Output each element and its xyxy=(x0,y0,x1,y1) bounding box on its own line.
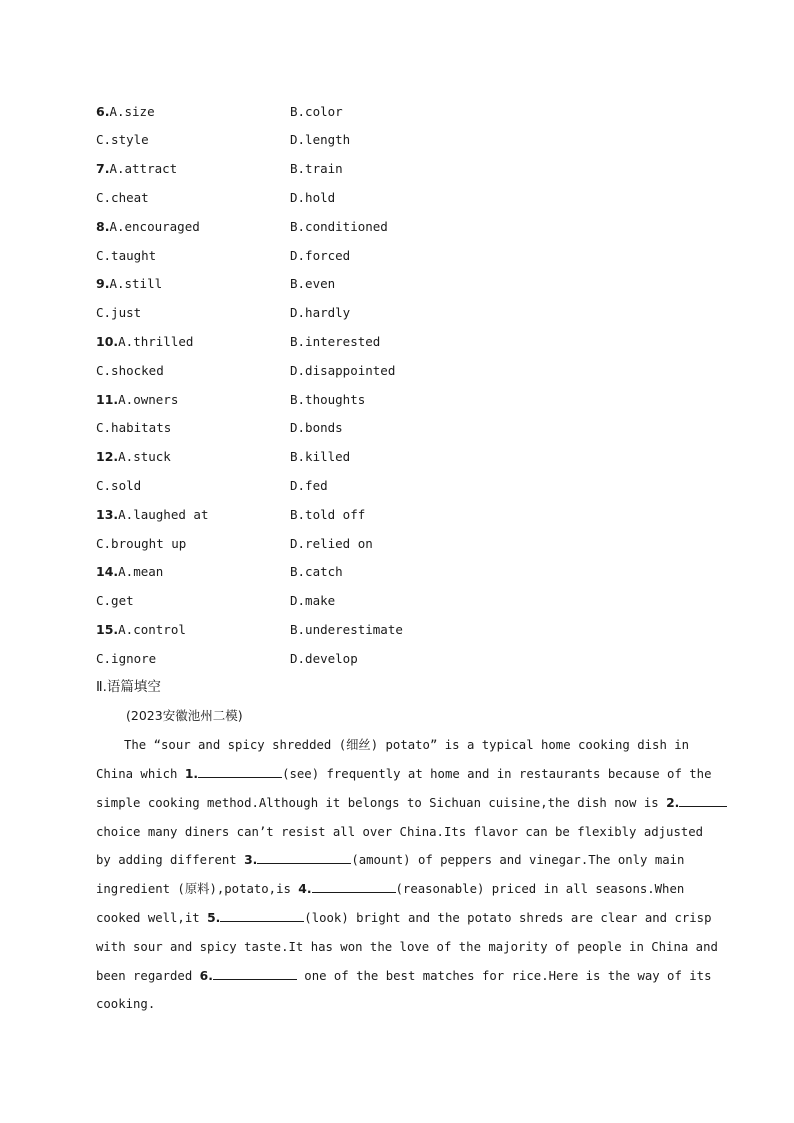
question-number: 8. xyxy=(96,219,110,234)
option-b: B.color xyxy=(290,104,343,119)
option-c: C.get xyxy=(96,593,134,608)
blank-number: 4. xyxy=(298,882,312,896)
passage-line-10 xyxy=(96,994,155,1014)
option-b: B.interested xyxy=(290,334,381,349)
question-number: 11. xyxy=(96,392,119,407)
passage-text: China which xyxy=(96,767,185,781)
option-d: D.make xyxy=(290,593,336,608)
blank-number: 2. xyxy=(666,796,680,810)
passage-text: simple cooking method.Although it belongs to Sichuan cuisine,the dish now is xyxy=(96,796,667,810)
question-13-row-ab xyxy=(96,505,716,525)
question-15-row-ab xyxy=(96,620,716,640)
option-c: C.just xyxy=(96,305,142,320)
option-b: B.even xyxy=(290,276,336,291)
question-number: 12. xyxy=(96,449,119,464)
question-7-row-ab xyxy=(96,159,716,179)
question-8-row-ab xyxy=(96,217,716,237)
option-a-text: A.encouraged xyxy=(109,219,200,234)
passage-text: (look) bright and the potato shreds are clear and crisp xyxy=(304,911,712,925)
question-number: 13. xyxy=(96,507,119,522)
option-a xyxy=(96,217,200,237)
option-d: D.hardly xyxy=(290,305,351,320)
passage-text: one of the best matches for rice.Here is the way of its xyxy=(296,969,712,983)
passage-text: (amount) of peppers and vinegar.The only main xyxy=(351,853,685,867)
question-9-row-ab xyxy=(96,274,716,294)
passage-text: (reasonable) priced in all seasons.When xyxy=(395,882,685,896)
question-10-row-ab xyxy=(96,332,716,352)
option-a-text: A.control xyxy=(118,622,186,637)
question-6-row-cd xyxy=(96,130,716,150)
passage-text: by adding different xyxy=(96,853,245,867)
option-a-text: A.thrilled xyxy=(118,334,194,349)
option-d: D.bonds xyxy=(290,420,343,435)
passage-text: ingredient ( xyxy=(96,882,185,896)
question-7-row-cd xyxy=(96,188,716,208)
option-d: D.develop xyxy=(290,651,358,666)
option-b: B.told off xyxy=(290,507,366,522)
passage-line-9 xyxy=(96,966,711,986)
answer-blank-2[interactable] xyxy=(679,793,727,807)
passage-line-4 xyxy=(96,822,703,842)
option-d: D.forced xyxy=(290,248,351,263)
passage-gloss: 细丝 xyxy=(346,738,371,752)
question-6-row-ab xyxy=(96,102,716,122)
option-c: C.brought up xyxy=(96,536,187,551)
question-11-row-ab xyxy=(96,390,716,410)
answer-blank-4[interactable] xyxy=(312,879,396,893)
question-8-row-cd xyxy=(96,246,716,266)
passage-text: ) potato” is a typical home cooking dish in xyxy=(370,738,690,752)
question-number: 6. xyxy=(96,104,110,119)
option-a xyxy=(96,505,208,525)
option-b: B.train xyxy=(290,161,343,176)
blank-number: 1. xyxy=(184,767,199,781)
blank-number: 6. xyxy=(199,969,213,983)
option-a-text: A.laughed at xyxy=(118,507,209,522)
passage-line-6 xyxy=(96,879,684,899)
section-source: (2023安徽池州二模) xyxy=(126,708,243,723)
blank-number: 5. xyxy=(207,911,221,925)
passage-text: been regarded xyxy=(96,969,200,983)
option-a-text: A.attract xyxy=(109,161,178,176)
option-a xyxy=(96,159,177,179)
passage-line-2 xyxy=(96,764,711,784)
answer-blank-6[interactable] xyxy=(213,966,297,980)
question-9-row-cd xyxy=(96,303,716,323)
option-b: B.thoughts xyxy=(290,392,366,407)
question-number: 7. xyxy=(96,161,110,176)
question-number: 14. xyxy=(96,564,119,579)
option-d: D.fed xyxy=(290,478,328,493)
option-a xyxy=(96,274,162,294)
option-c: C.shocked xyxy=(96,363,164,378)
question-12-row-cd xyxy=(96,476,716,496)
option-b: B.underestimate xyxy=(290,622,403,637)
option-a xyxy=(96,620,186,640)
passage-text: cooked well,it xyxy=(96,911,208,925)
option-a-text: A.owners xyxy=(118,392,179,407)
option-b: B.catch xyxy=(290,564,343,579)
question-12-row-ab xyxy=(96,447,716,467)
question-14-row-cd xyxy=(96,591,716,611)
option-b: B.conditioned xyxy=(290,219,388,234)
option-b: B.killed xyxy=(290,449,351,464)
passage-text: ),potato,is xyxy=(209,882,299,896)
option-a xyxy=(96,102,155,122)
option-a-text: A.still xyxy=(109,276,163,291)
passage-line-8 xyxy=(96,937,718,957)
option-c: C.sold xyxy=(96,478,142,493)
question-number: 10. xyxy=(96,334,119,349)
passage-text: The “sour and spicy shredded ( xyxy=(124,738,347,752)
passage-line-1 xyxy=(124,735,689,755)
question-10-row-cd xyxy=(96,361,716,381)
option-d: D.length xyxy=(290,132,351,147)
option-a-text: A.mean xyxy=(118,564,164,579)
question-number: 9. xyxy=(96,276,110,291)
option-c: C.taught xyxy=(96,248,157,263)
question-14-row-ab xyxy=(96,562,716,582)
passage-text: cooking. xyxy=(96,997,156,1011)
option-a xyxy=(96,562,163,582)
answer-blank-1[interactable] xyxy=(198,764,282,778)
passage-text: choice many diners can’t resist all over China.Its flavor can be flexibly adjusted xyxy=(96,825,704,839)
question-11-row-cd xyxy=(96,418,716,438)
option-a xyxy=(96,332,193,352)
blank-number: 3. xyxy=(244,853,258,867)
passage-line-3 xyxy=(96,793,727,813)
section-title: Ⅱ.语篇填空 xyxy=(96,679,161,695)
option-c: C.ignore xyxy=(96,651,157,666)
option-a-text: A.stuck xyxy=(118,449,171,464)
option-d: D.disappointed xyxy=(290,363,396,378)
option-a-text: A.size xyxy=(109,104,155,119)
passage-text: (see) frequently at home and in restaurants because of the xyxy=(282,767,712,781)
option-d: D.hold xyxy=(290,190,336,205)
passage-text: with sour and spicy taste.It has won the love of the majority of people in China and xyxy=(96,940,718,954)
passage-line-7 xyxy=(96,908,711,928)
passage-gloss: 原料 xyxy=(184,882,210,896)
question-number: 15. xyxy=(96,622,119,637)
question-15-row-cd xyxy=(96,649,716,669)
answer-blank-3[interactable] xyxy=(257,850,351,864)
question-13-row-cd xyxy=(96,534,716,554)
option-d: D.relied on xyxy=(290,536,373,551)
option-c: C.cheat xyxy=(96,190,149,205)
option-c: C.style xyxy=(96,132,149,147)
option-c: C.habitats xyxy=(96,420,172,435)
passage-line-5 xyxy=(96,850,684,870)
answer-blank-5[interactable] xyxy=(220,908,304,922)
option-a xyxy=(96,447,171,467)
option-a xyxy=(96,390,178,410)
